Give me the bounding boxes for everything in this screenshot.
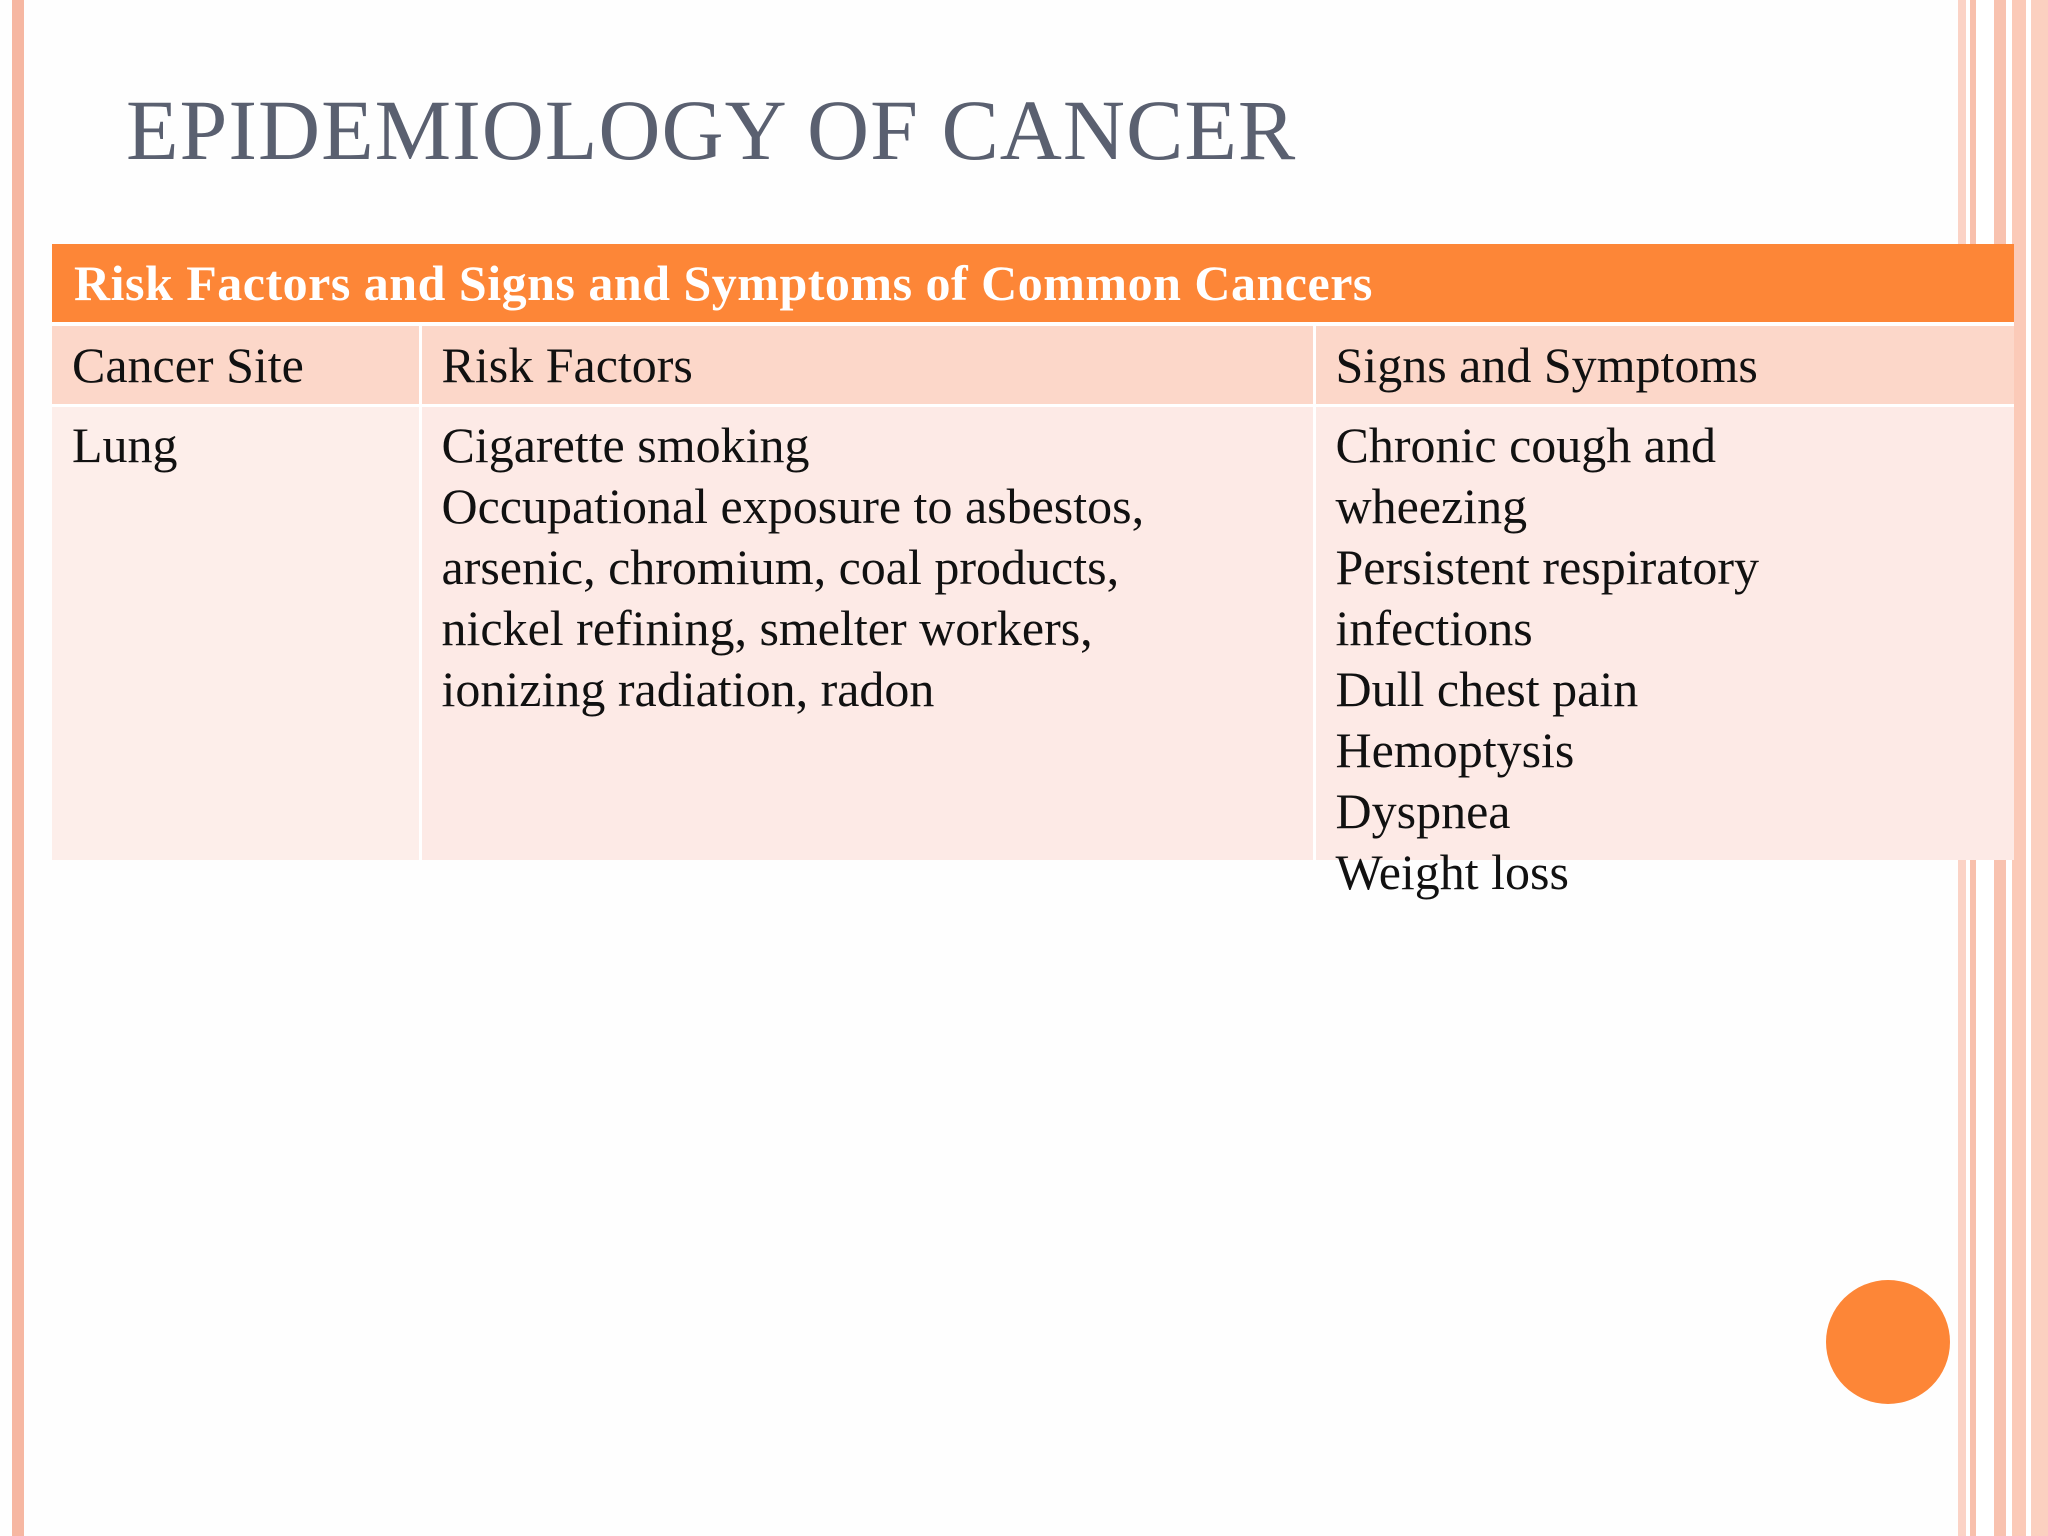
symptom-line: Chronic cough and [1335, 417, 1716, 473]
risk-factor-line: ionizing radiation, radon [441, 661, 935, 717]
risk-factor-line: Cigarette smoking [441, 417, 810, 473]
cell-signs-symptoms [1314, 406, 2014, 900]
cell-cancer-site: Lung [52, 406, 420, 861]
header-risk-factors: Risk Factors [420, 326, 1314, 406]
cell-risk-factors [420, 406, 1314, 861]
slide-title: EPIDEMIOLOGY OF CANCER [126, 82, 1297, 178]
header-signs-symptoms: Signs and Symptoms [1314, 326, 2014, 406]
risk-factor-line: nickel refining, smelter workers, [441, 600, 1093, 656]
risk-factor-line: arsenic, chromium, coal products, [441, 539, 1120, 595]
table-caption: Risk Factors and Signs and Symptoms of Common Cancers [52, 244, 2014, 326]
symptom-line: infections [1335, 600, 1533, 656]
left-decorative-border [12, 0, 24, 1536]
table-header-row [52, 326, 2014, 406]
risk-factor-line: Occupational exposure to asbestos, [441, 478, 1145, 534]
symptom-line: Hemoptysis [1335, 722, 1575, 778]
table [52, 326, 2014, 900]
symptom-line: Dyspnea [1335, 783, 1511, 839]
symptom-line: Weight loss [1335, 844, 1569, 900]
table-row [52, 406, 2014, 861]
symptom-line: Dull chest pain [1335, 661, 1639, 717]
symptom-line: Persistent respiratory [1335, 539, 1760, 595]
orange-circle-decoration [1826, 1280, 1950, 1404]
header-cancer-site: Cancer Site [52, 326, 420, 406]
symptom-line: wheezing [1335, 478, 1528, 534]
risk-factors-table [52, 244, 2014, 900]
